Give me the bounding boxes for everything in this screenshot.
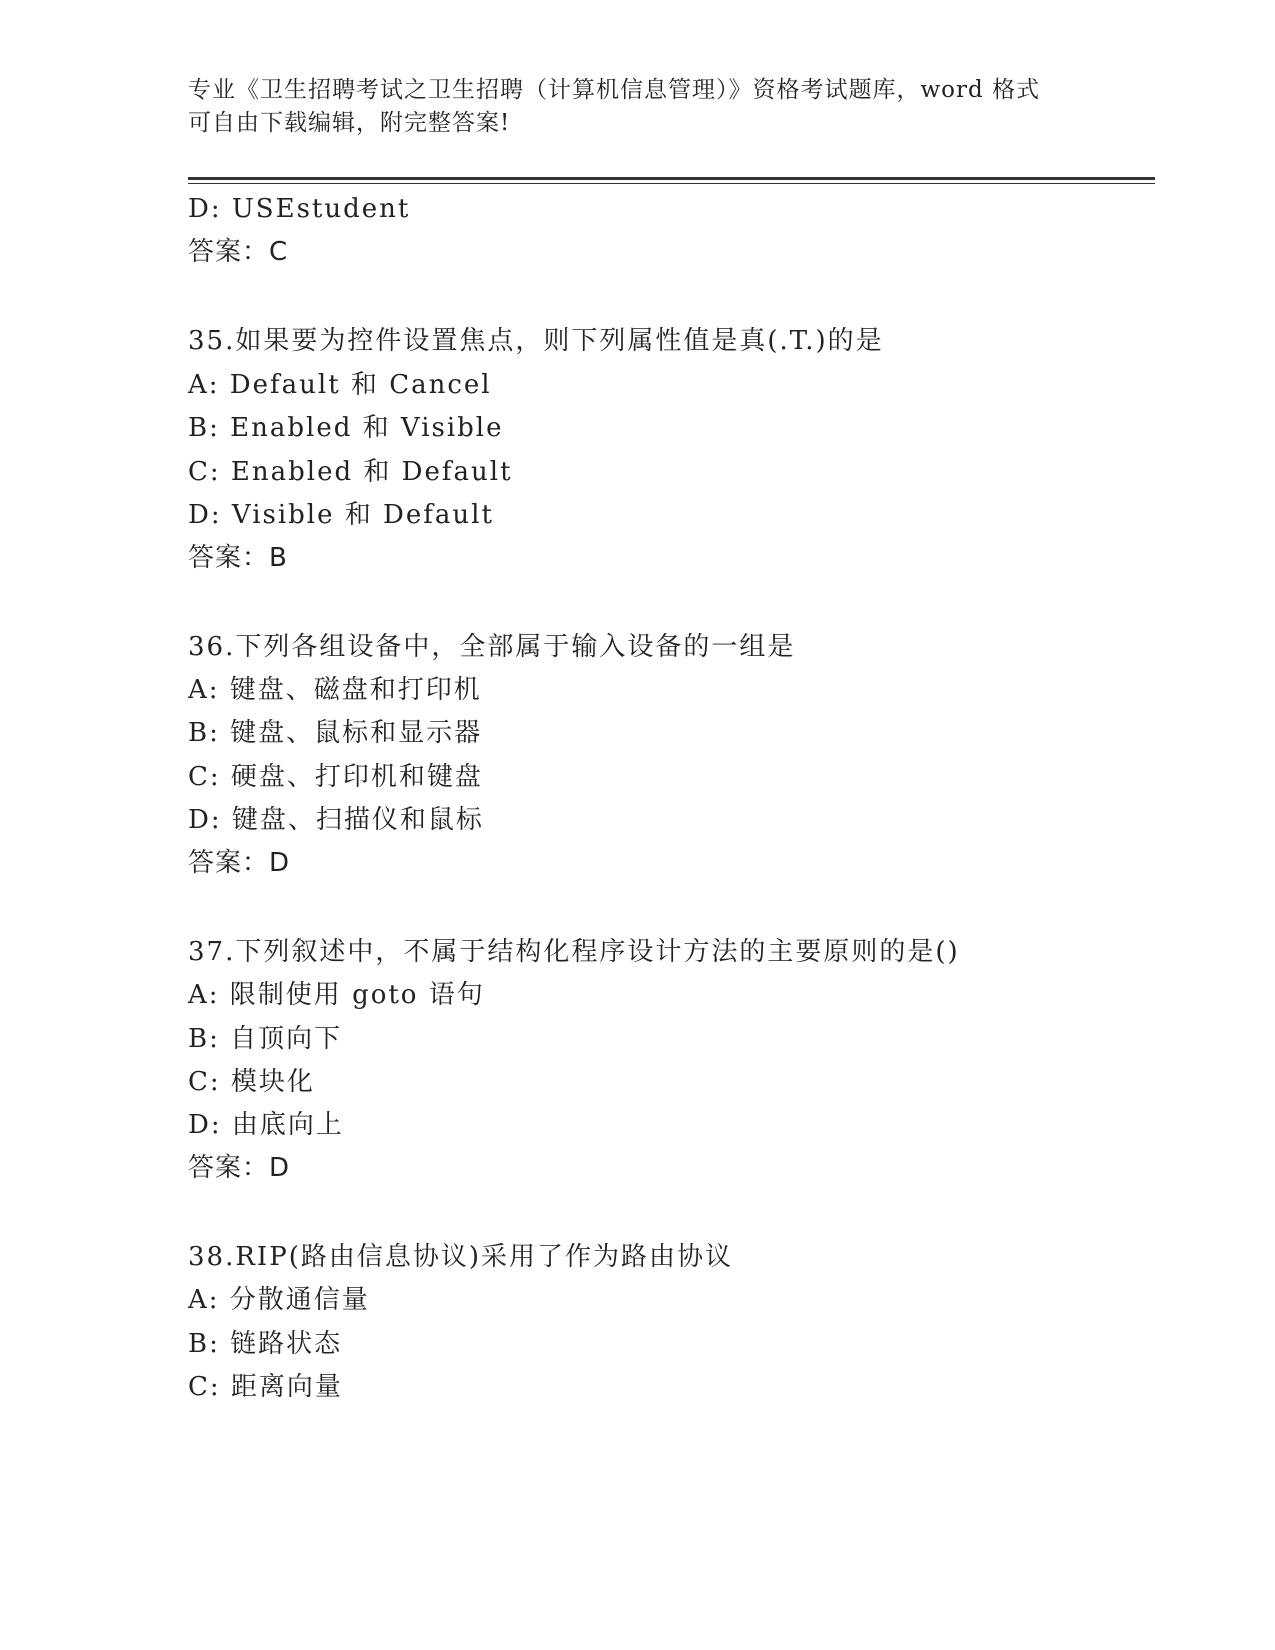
option-c: C: Enabled 和 Default	[188, 457, 513, 487]
question-stem: 35.如果要为控件设置焦点，则下列属性值是真(.T.)的是	[188, 326, 884, 356]
question-stem: 37.下列叙述中，不属于结构化程序设计方法的主要原则的是()	[188, 937, 960, 967]
option-c: C: 硬盘、打印机和键盘	[188, 762, 483, 792]
option-c: C: 距离向量	[188, 1372, 343, 1402]
option-d: D: 键盘、扫描仪和鼠标	[188, 805, 484, 835]
header-title-line: 专业《卫生招聘考试之卫生招聘（计算机信息管理）》资格考试题库，word 格式	[188, 77, 1041, 103]
header-divider-thin	[188, 183, 1155, 184]
option-b: B: Enabled 和 Visible	[188, 413, 504, 443]
answer-line: 答案：C	[188, 237, 289, 267]
answer-line: 答案：B	[188, 543, 288, 573]
option-b: B: 键盘、鼠标和显示器	[188, 718, 483, 748]
answer-line: 答案：D	[188, 1153, 291, 1183]
option-a: A: 分散通信量	[188, 1285, 370, 1315]
option-a: A: 限制使用 goto 语句	[188, 980, 485, 1010]
option-a: A: 键盘、磁盘和打印机	[188, 675, 482, 705]
question-stem: 36.下列各组设备中，全部属于输入设备的一组是	[188, 632, 796, 662]
option-b: B: 链路状态	[188, 1329, 343, 1359]
option-a: A: Default 和 Cancel	[188, 370, 492, 400]
header-divider-thick	[188, 177, 1155, 180]
option-d: D: 由底向上	[188, 1110, 344, 1140]
option-c: C: 模块化	[188, 1067, 315, 1097]
question-stem: 38.RIP(路由信息协议)采用了作为路由协议	[188, 1242, 733, 1272]
option-b: B: 自顶向下	[188, 1024, 343, 1054]
option-d: D: Visible 和 Default	[188, 500, 494, 530]
option-d: D: USEstudent	[188, 194, 411, 224]
document-header	[188, 74, 1088, 140]
header-subtitle-line: 可自由下载编辑，附完整答案!	[188, 110, 511, 136]
answer-line: 答案：D	[188, 848, 291, 878]
